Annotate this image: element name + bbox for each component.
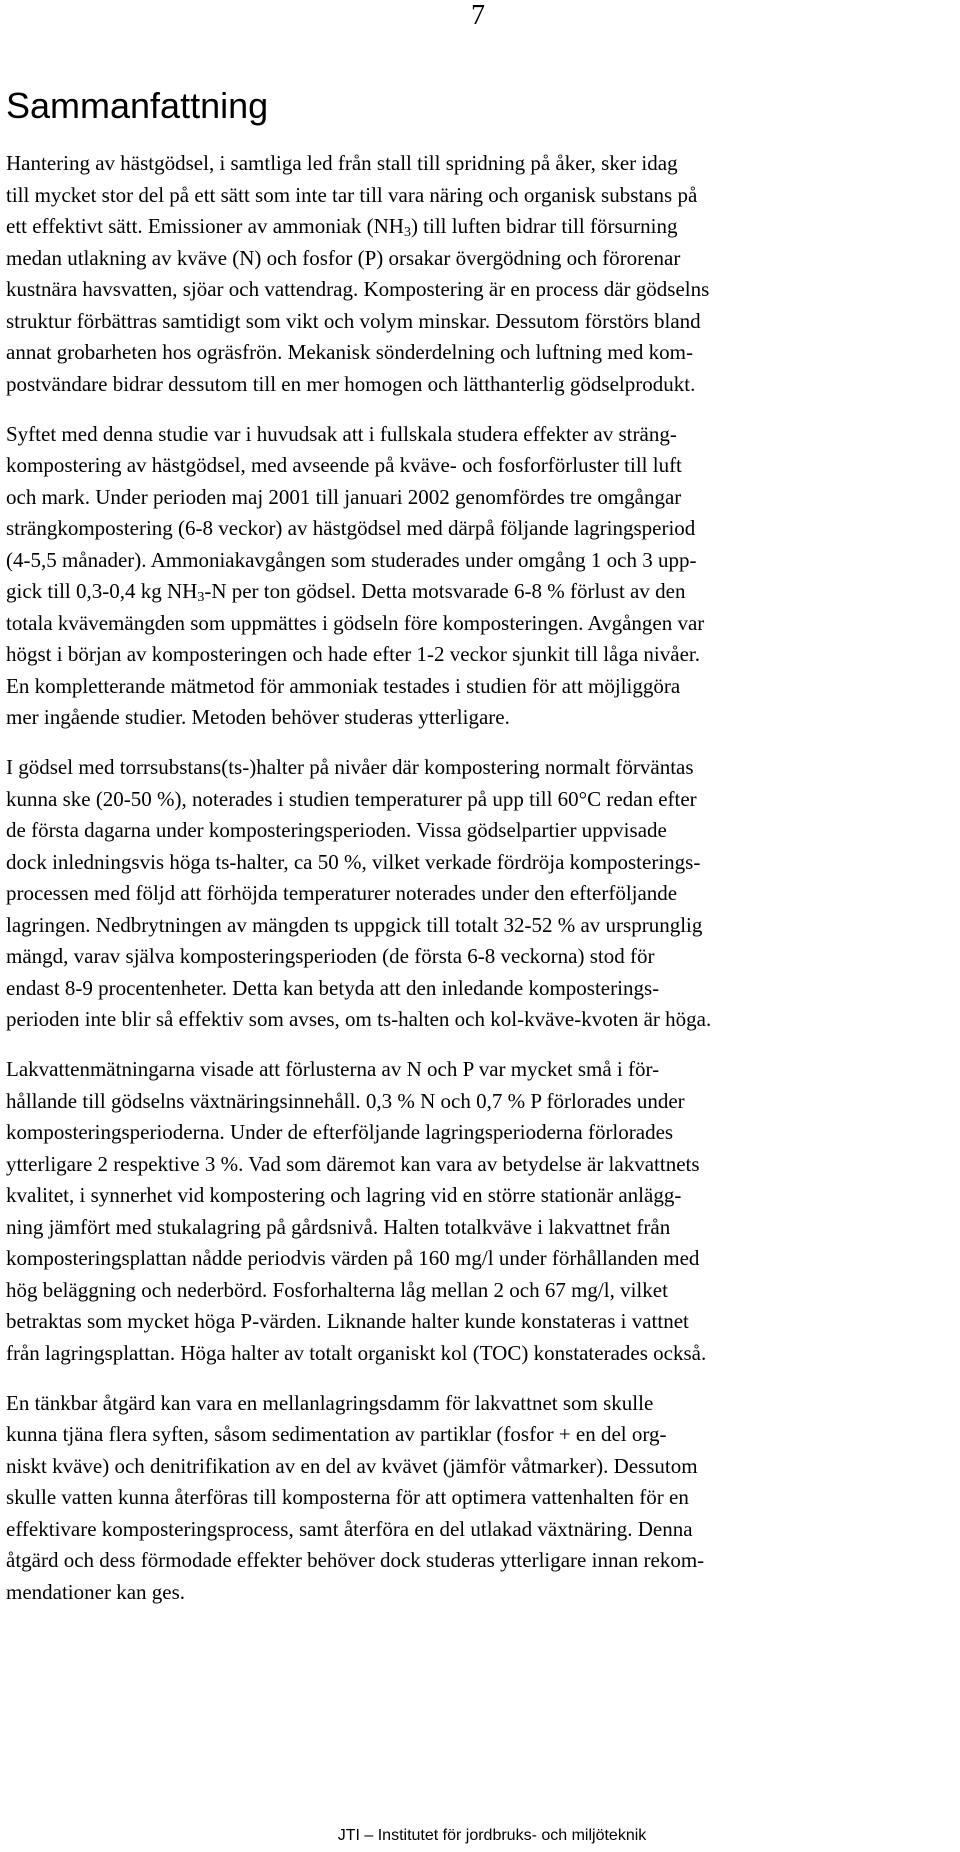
text-line: perioden inte blir så effektiv som avses, om ts-halten och kol-kväve-kvoten är höga. <box>6 1007 712 1031</box>
text-line: Hantering av hästgödsel, i samtliga led från stall till spridning på åker, sker idag <box>6 151 678 175</box>
page-number: 7 <box>471 0 485 31</box>
text-line: En tänkbar åtgärd kan vara en mellanlagringsdamm för lakvattnet som skulle <box>6 1390 654 1415</box>
text-line: åtgärd och dess förmodade effekter behöver dock studeras ytterligare innan rekom- <box>6 1548 705 1572</box>
text-line: hållande till gödselns växtnäringsinnehåll. 0,3 % N och 0,7 % P förlorades under <box>6 1088 685 1113</box>
text-line: struktur förbättras samtidigt som vikt och volym minskar. Dessutom förstörs bland <box>6 308 701 333</box>
text-line: effektivare komposteringsprocess, samt återföra en del utlakad växtnäring. Denna <box>6 1516 693 1541</box>
paragraph <box>6 419 946 734</box>
text-line: kunna ske (20-50 %), noterades i studien temperaturer på upp till 60°C redan efter <box>6 786 697 811</box>
text-line: till mycket stor del på ett sätt som inte tar till vara näring och organisk substans på <box>6 182 698 207</box>
text-line: skulle vatten kunna återföras till komposterna för att optimera vattenhalten för en <box>6 1485 689 1509</box>
text-line: kompostering av hästgödsel, med avseende på kväve- och fosforförluster till luft <box>6 453 682 477</box>
text-line: kunna tjäna flera syften, såsom sedimentation av partiklar (fosfor + en del org- <box>6 1422 667 1446</box>
page-footer: JTI – Institutet för jordbruks- och miljöteknik <box>337 1827 647 1844</box>
text-line: En kompletterande mätmetod för ammoniak testades i studien för att möjliggöra <box>6 673 681 698</box>
text-line: ytterligare 2 respektive 3 %. Vad som däremot kan vara av betydelse är lakvattnets <box>6 1151 700 1176</box>
text-line: komposteringsperioderna. Under de efterföljande lagringsperioderna förlorades <box>6 1120 674 1144</box>
text-line: Lakvattenmätningarna visade att förlusterna av N och P var mycket små i för- <box>6 1057 660 1081</box>
text-line: I gödsel med torrsubstans(ts-)halter på nivåer där kompostering normalt förväntas <box>6 755 694 779</box>
text-line: annat grobarheten hos ogräsfrön. Mekanisk sönderdelning och luftning med kom- <box>6 340 694 364</box>
text-line: processen med följd att förhöjda temperaturer noterades under den efterföljande <box>6 881 678 905</box>
text-line: mer ingående studier. Metoden behöver studeras ytterligare. <box>6 705 510 729</box>
text-line: kvalitet, i synnerhet vid kompostering och lagring vid en större stationär anlägg- <box>6 1183 682 1207</box>
text-line: totala kvävemängden som uppmättes i gödseln före komposteringen. Avgången var <box>6 610 705 635</box>
paragraph <box>6 148 946 400</box>
text-line: de första dagarna under komposteringsperioden. Vissa gödselpartier uppvisade <box>6 818 667 842</box>
text-line: betraktas som mycket höga P-värden. Liknande halter kunde konstateras i vattnet <box>6 1309 689 1333</box>
text-line: kustnära havsvatten, sjöar och vattendrag. Kompostering är en process där gödselns <box>6 277 710 301</box>
text-line: hög beläggning och nederbörd. Fosforhalterna låg mellan 2 och 67 mg/l, vilket <box>6 1277 668 1302</box>
paragraph <box>6 1054 946 1369</box>
text-line: (4-5,5 månader). Ammoniakavgången som studerades under omgång 1 och 3 upp- <box>6 547 697 572</box>
paragraph <box>6 752 946 1036</box>
text-line: niskt kväve) och denitrifikation av en del av kvävet (jämför våtmarker). Dessutom <box>6 1453 698 1478</box>
text-line: postvändare bidrar dessutom till en mer homogen och lätthanterlig gödselprodukt. <box>6 371 696 396</box>
text-line: endast 8-9 procentenheter. Detta kan betyda att den inledande komposterings- <box>6 975 660 1000</box>
text-line: från lagringsplattan. Höga halter av totalt organiskt kol (TOC) konstaterades också. <box>6 1340 707 1365</box>
text-line: medan utlakning av kväve (N) och fosfor (P) orsakar övergödning och förorenar <box>6 245 681 270</box>
text-line: mendationer kan ges. <box>6 1579 186 1604</box>
text-line: strängkompostering (6-8 veckor) av hästgödsel med därpå följande lagringsperiod <box>6 516 696 540</box>
text-line: högst i början av komposteringen och hade efter 1-2 veckor sjunkit till låga nivåer. <box>6 642 700 666</box>
text-line: Syftet med denna studie var i huvudsak att i fullskala studera effekter av sträng- <box>6 421 677 446</box>
text-line: komposteringsplattan nådde periodvis värden på 160 mg/l under förhållanden med <box>6 1246 700 1270</box>
text-line: ett effektivt sätt. Emissioner av ammoniak $(NH_3)$ till luften bidrar till försurning <box>6 214 678 240</box>
body-text <box>6 148 946 1608</box>
text-line: dock inledningsvis höga ts-halter, ca 50 %, vilket verkade fördröja komposterings- <box>6 849 701 874</box>
text-line: mängd, varav själva komposteringsperioden (de första 6-8 veckorna) stod för <box>6 944 655 968</box>
text-line: och mark. Under perioden maj 2001 till januari 2002 genomfördes tre omgångar <box>6 484 682 509</box>
paragraph <box>6 1388 946 1609</box>
text-line: ning jämfört med stukalagring på gårdsnivå. Halten totalkväve i lakvattnet från <box>6 1214 671 1239</box>
text-line: gick till 0,3-0,4 kg $NH_3-N$ per ton gödsel. Detta motsvarade 6-8 % förlust av den <box>6 579 686 605</box>
text-line: lagringen. Nedbrytningen av mängden ts uppgick till totalt 32-52 % av ursprunglig <box>6 912 703 937</box>
section-title: Sammanfattning <box>6 85 269 126</box>
